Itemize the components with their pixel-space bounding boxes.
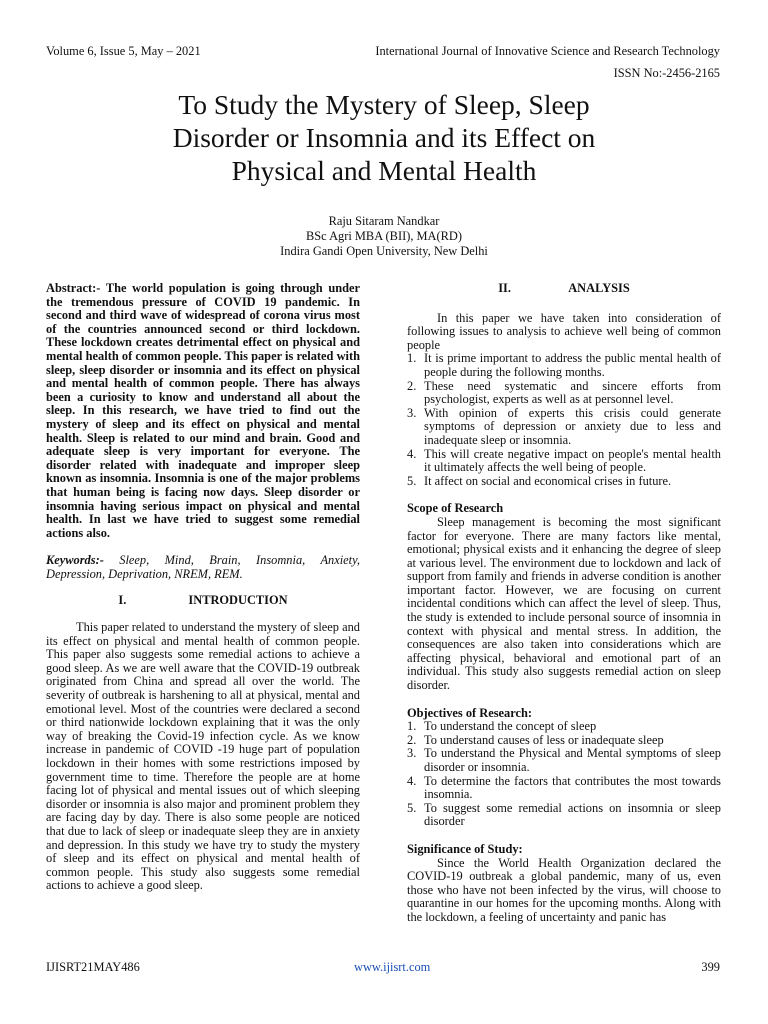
list-text: It affect on social and economical crises in future. bbox=[424, 473, 672, 488]
keywords bbox=[46, 554, 360, 581]
list-item bbox=[407, 407, 721, 448]
article-id: IJISRT21MAY486 bbox=[46, 960, 140, 974]
section-heading-introduction bbox=[46, 594, 360, 608]
objectives-heading: Objectives of Research: bbox=[407, 705, 533, 720]
section-title: ANALYSIS bbox=[568, 281, 630, 295]
volume-info: Volume 6, Issue 5, May – 2021 bbox=[46, 44, 201, 58]
list-number: 1. bbox=[407, 719, 417, 734]
list-number: 5. bbox=[407, 473, 417, 488]
analysis-list bbox=[407, 352, 721, 488]
list-text: To understand causes of less or inadequate sleep bbox=[424, 732, 664, 747]
title-line: Physical and Mental Health bbox=[231, 155, 537, 186]
list-item bbox=[407, 734, 721, 748]
section-number: I. bbox=[118, 593, 127, 608]
list-number: 3. bbox=[407, 405, 417, 420]
title-line: Disorder or Insomnia and its Effect on bbox=[172, 122, 596, 153]
left-column bbox=[46, 282, 360, 893]
journal-name: International Journal of Innovative Science and Research Technology bbox=[375, 44, 720, 58]
introduction-text: This paper related to understand the mystery of sleep and its effect on physical and mental health of common people. This paper also suggests some remedial actions to achieve a good sleep. As we are well aware that the COVID-19 outbreak originated from China and spread all over the world. The severity of outbreak is harshening to all at physical, mental and emotional level. Most of the countries were declared a second or third nationwide lockdown explaining that it was the only way of breaking the Covid-19 infection cycle. As we know increase in pandemic of COVID -19 huge part of population lockdown in their homes with some restrictions imposed by government time to time. Therefore the people are at home facing lot of physical and mental issues out of which sleeping disorder or insomnia is also major and prominent problem they are facing day by day. There is also some people are noticed that due to lack of sleep or inadequate sleep they are in anxiety and depression. In this study we have try to study the mystery of sleep and its effect on physical and mental health of common people. This study also suggests some remedial actions to achieve a good sleep. bbox=[46, 620, 360, 893]
author-block bbox=[100, 214, 668, 259]
significance-heading: Significance of Study: bbox=[407, 841, 523, 856]
list-item bbox=[407, 720, 721, 734]
right-column bbox=[407, 282, 721, 925]
list-item bbox=[407, 747, 721, 774]
keywords-label: Keywords:- bbox=[46, 553, 104, 568]
list-text: To determine the factors that contributes the most towards insomnia. bbox=[424, 773, 721, 802]
list-item bbox=[407, 448, 721, 475]
significance-text: Since the World Health Organization declared the COVID-19 outbreak a global pandemic, many of us, even those who have not been infected by the virus, will choose to quarantine in our homes for the upcoming months. Along with the lockdown, a feeling of uncertainty and panic has bbox=[407, 855, 721, 924]
list-text: To understand the Physical and Mental symptoms of sleep disorder or insomnia. bbox=[424, 746, 721, 774]
issn: ISSN No:-2456-2165 bbox=[613, 66, 720, 80]
list-item bbox=[407, 475, 721, 489]
page-number: 399 bbox=[701, 960, 720, 974]
section-title: INTRODUCTION bbox=[188, 593, 288, 608]
author-name: Raju Sitaram Nandkar bbox=[328, 214, 440, 228]
journal-url-link[interactable]: www.ijisrt.com bbox=[354, 960, 431, 974]
list-text: It is prime important to address the public mental health of people during the following months. bbox=[424, 351, 721, 379]
scope-heading: Scope of Research bbox=[407, 501, 504, 516]
list-item bbox=[407, 380, 721, 407]
section-number: II. bbox=[498, 281, 511, 295]
list-item bbox=[407, 352, 721, 379]
author-degrees: BSc Agri MBA (BII), MA(RD) bbox=[306, 229, 462, 243]
list-number: 2. bbox=[407, 378, 417, 393]
list-text: With opinion of experts this crisis could generate symptoms of depression or anxiety due to less and inadequate sleep or insomnia. bbox=[424, 405, 721, 447]
list-text: To understand the concept of sleep bbox=[424, 719, 597, 734]
section-heading-analysis bbox=[407, 282, 721, 296]
scope-text: Sleep management is becoming the most significant factor for everyone. There are many factors like mental, emotional; physical exists and it enhancing the degree of sleep at various level. The environment due to lockdown and lack of support from family and friends in adverse condition is another important factor. However, we are focusing on current incidental conditions which can affect the level of sleep. Thus, the study is extended to include personal source of insomnia in context with physical and mental stress. In addition, the consequences are also taken into considerations which are affecting physical, behavioral and emotional part of an individual. This study also suggests remedial action on sleep disorder. bbox=[407, 514, 721, 693]
list-number: 1. bbox=[407, 351, 417, 366]
list-number: 3. bbox=[407, 746, 417, 761]
title-line: To Study the Mystery of Sleep, Sleep bbox=[178, 89, 590, 120]
list-item bbox=[407, 802, 721, 829]
paper-title bbox=[40, 88, 728, 187]
list-number: 5. bbox=[407, 800, 417, 815]
author-affiliation: Indira Gandi Open University, New Delhi bbox=[280, 244, 488, 258]
list-text: These need systematic and sincere efforts from psychologist, experts as well as at personnel level. bbox=[424, 378, 721, 407]
analysis-intro: In this paper we have taken into consideration of following issues to analysis to achieve well being of common people bbox=[407, 310, 721, 352]
list-number: 2. bbox=[407, 732, 417, 747]
keywords-text: Sleep, Mind, Brain, Insomnia, Anxiety, Depression, Deprivation, NREM, REM. bbox=[46, 553, 360, 581]
objectives-list bbox=[407, 720, 721, 829]
abstract: Abstract:- The world population is going through under the tremendous pressure of COVID 19 pandemic. In second and third wave of widespread of corona virus most of the countries announced second or third lockdown. These lockdown creates detrimental effect on physical and mental health of common people. This paper is related with sleep, sleep disorder or insomnia and its effect on physical and mental health of common people. There has always been a curiosity to know and understand all about the sleep. In this research, we have tried to find out the mystery of sleep and its effect on physical and mental health. Sleep is related to our mind and brain. Good and adequate sleep is very important for everyone. The disorder related with inadequate and improper sleep known as insomnia. Insomnia is one of the major problems that human being is facing now days. Sleep disorder or insomnia having serious impact on physical and mental health. In last we have tried to suggest some remedial actions also. bbox=[46, 281, 360, 540]
list-text: To suggest some remedial actions on insomnia or sleep disorder bbox=[424, 800, 721, 829]
list-text: This will create negative impact on people's mental health it ultimately affects the well being of people. bbox=[424, 446, 721, 475]
list-item bbox=[407, 775, 721, 802]
list-number: 4. bbox=[407, 773, 417, 788]
list-number: 4. bbox=[407, 446, 417, 461]
